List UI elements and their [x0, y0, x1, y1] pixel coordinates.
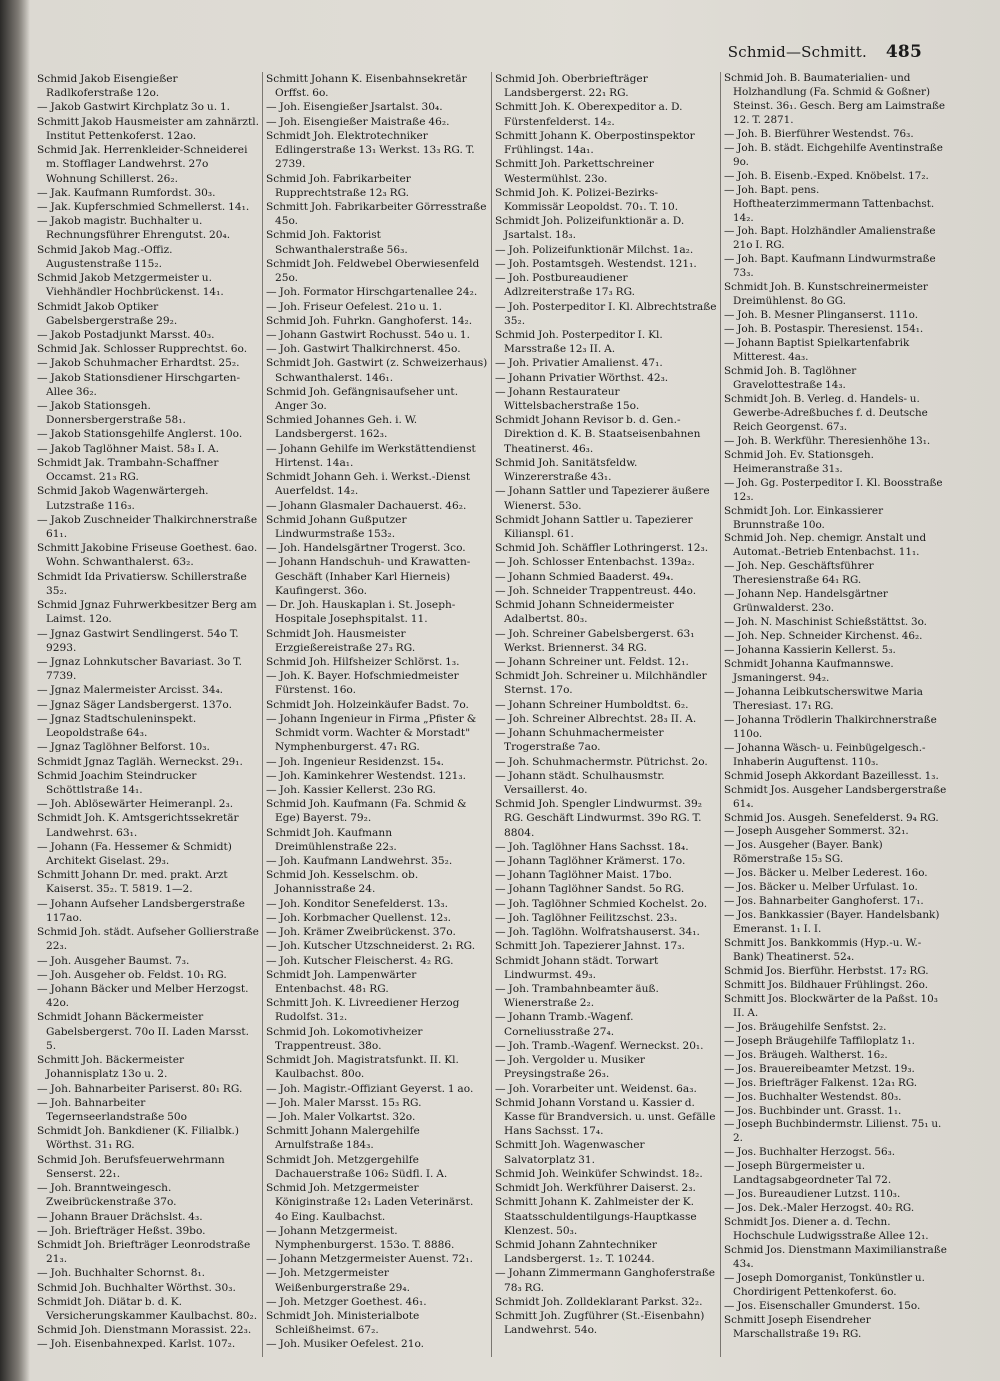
- directory-entry: Schmidt Joh. Zolldeklarant Parkst. 32₂.: [495, 1295, 703, 1308]
- directory-entry: Schmid Jakob Mag.-Offiz. Augustenstraße 115₂.: [37, 243, 173, 270]
- directory-entry: Schmid Jak. Herrenkleider-Schneiderei m. Stofflager Landwehrst. 27o Wohnung Schillerst. 26₂.: [37, 144, 248, 185]
- directory-entry: — Johann Ingenieur in Firma „Pfister & Schmidt vorm. Wachter & Morstadt" Nymphenburgerst. 47₁ RG.: [266, 712, 477, 754]
- directory-entry: Schmid Jos. Dienstmann Maximilianstraße 43₄.: [724, 1244, 947, 1271]
- directory-entry: Schmidt Johann städt. Torwart Lindwurmst. 49₃.: [495, 954, 659, 981]
- directory-entry: Schmid Joh. Buchhalter Wörthst. 30₃.: [37, 1281, 236, 1294]
- directory-entry: — Joh. Musiker Oefelest. 21o.: [266, 1338, 425, 1351]
- directory-entry: Schmidt Jos. Ausgeher Landsbergerstraße 61₄.: [724, 783, 947, 810]
- directory-entry: Schmid Jak. Schlosser Rupprechtst. 6o.: [37, 343, 248, 356]
- directory-entry: — Johann Nep. Handelsgärtner Grünwalderst. 23o.: [724, 588, 888, 615]
- directory-entry: — Joh. Nep. Schneider Kirchenst. 46₂.: [724, 630, 923, 643]
- directory-entry: — Jakob Stationsgehilfe Anglerst. 10o.: [37, 428, 243, 441]
- directory-entry: — Johann Restaurateur Wittelsbacherstraße 15o.: [495, 385, 640, 413]
- directory-entry: — Joh. Ingenieur Residenzst. 15₄.: [266, 755, 444, 768]
- directory-entry: Schmid Joh. B. Baumaterialien- und Holzhandlung (Fa. Schmid & Goßner) Steinst. 36₁. Gesch. Berg am Laimstraße 12. T. 2871.: [724, 72, 946, 126]
- directory-entry: — Joh. Korbmacher Quellenst. 12₃.: [266, 911, 451, 924]
- directory-entry: — Joh. Branntweingesch. Zweibrückenstraße 37o.: [37, 1182, 177, 1209]
- directory-entry: — Joh. Postamtsgeh. Westendst. 121₁.: [495, 257, 697, 270]
- directory-entry: Schmid Joh. städt. Aufseher Gollierstraße 22₃.: [37, 926, 259, 953]
- directory-entry: — Joh. Taglöhn. Wolfratshauserst. 34₁.: [495, 926, 700, 939]
- directory-entry: — Dr. Joh. Hauskaplan i. St. Joseph-Hospitale Josephspitalst. 11.: [266, 599, 456, 626]
- directory-entry: — Jgnaz Gastwirt Sendlingerst. 54o T. 9293.: [37, 627, 239, 654]
- directory-entry: Schmid Johann Vorstand u. Kassier d. Kasse für Brandversich. u. unst. Gefälle Hans Sachsst. 17₄.: [495, 1096, 716, 1138]
- directory-entry: Schmid Joh. Sanitätsfeldw. Winzererstraße 43₁.: [495, 456, 638, 484]
- directory-entry: Schmitt Joh. Fabrikarbeiter Görresstraße 45o.: [266, 200, 487, 228]
- directory-entry: Schmid Jgnaz Fuhrwerkbesitzer Berg am Laimst. 12o.: [37, 599, 257, 626]
- directory-entry: Schmid Joh. Schäffler Lothringerst. 12₃.: [495, 542, 709, 555]
- directory-entry: Schmid Joh. Fabrikarbeiter Rupprechtstraße 12₃ RG.: [266, 172, 411, 199]
- directory-entry: — Joh. Metzger Goethest. 46₁.: [266, 1295, 427, 1308]
- directory-entry: — Johann Brauer Drächslst. 4₃.: [37, 1210, 203, 1223]
- directory-entry: — Jos. Ausgeher (Bayer. Bank) Römerstraße 15₃ SG.: [724, 839, 883, 866]
- directory-entry: Schmitt Joh. Parkettschreiner Westermühlst. 23o.: [495, 158, 654, 185]
- directory-entry: Schmid Jakob Wagenwärtergeh. Lutzstraße 116₃.: [37, 485, 209, 512]
- directory-entry: Schmidt Johann Sattler u. Tapezierer Kilianspl. 61.: [495, 513, 693, 540]
- directory-entry: — Joh. B. Bierführer Westendst. 76₃.: [724, 127, 914, 140]
- directory-entry: Schmid Joh. Oberbriefträger Landsbergerst. 22₁ RG.: [495, 73, 648, 100]
- directory-entry: Schmidt Joh. Kaufmann Dreimühlenstraße 22₃.: [266, 826, 397, 853]
- directory-entry: Schmid Jakob Metzgermeister u. Viehhändler Hochbrückenst. 14₁.: [37, 272, 224, 299]
- directory-entry: Schmid Joh. Faktorist Schwanthalerstraße 56₃.: [266, 229, 408, 256]
- directory-entry: — Jos. Buchhalter Westendst. 80₃.: [724, 1090, 902, 1103]
- directory-entry: Schmid Johann Zahntechniker Landsbergerst. 1₂. T. 10244.: [495, 1238, 657, 1266]
- directory-entry: — Joh. Briefträger Heßst. 39bo.: [37, 1224, 206, 1237]
- directory-entry: — Joh. Ausgeher ob. Feldst. 10₁ RG.: [37, 968, 227, 981]
- directory-entry: Schmid Joh. Posterpeditor I. Kl. Marsstraße 12₃ II. A.: [495, 328, 663, 356]
- directory-entry: — Jos. Bureaudiener Lutzst. 110₃.: [724, 1188, 901, 1201]
- directory-entry: — Jos. Bräugehilfe Senfstst. 2₂.: [724, 1020, 887, 1033]
- directory-entry: — Joh. N. Maschinist Schießstättst. 3o.: [724, 616, 927, 629]
- directory-entry: Schmid Joh. Dienstmann Morassist. 22₃.: [37, 1324, 252, 1337]
- directory-entry: Schmitt Johann Dr. med. prakt. Arzt Kaiserst. 35₂. T. 5819. 1—2.: [37, 869, 228, 896]
- directory-entry: Schmid Joh. Gefängnisaufseher unt. Anger 3o.: [266, 385, 459, 413]
- directory-entry: — Jgnaz Lohnkutscher Bavariast. 3o T. 7739.: [37, 655, 242, 683]
- directory-entry: Schmidt Johann Bäckermeister Gabelsbergerst. 70o II. Laden Marsst. 5.: [37, 1011, 249, 1052]
- directory-entry: — Joh. Konditor Senefelderst. 13₃.: [266, 897, 449, 910]
- directory-entry: — Joh. Taglöhner Feilitzschst. 23₃.: [495, 911, 678, 924]
- directory-entry: — Jgnaz Taglöhner Belforst. 10₃.: [37, 741, 210, 754]
- directory-entry: — Jos. Bäcker u. Melber Lederest. 16o.: [724, 867, 928, 880]
- directory-entry: — Johann Tramb.-Wagenf. Corneliusstraße 27₄.: [495, 1011, 634, 1038]
- directory-entry: — Jos. Bahnarbeiter Ganghoferst. 17₁.: [724, 895, 924, 908]
- directory-entry: — Johann Taglöhner Maist. 17bo.: [495, 869, 672, 882]
- directory-entry: — Jakob Stationsgeh. Donnersbergerstraße 58₁.: [37, 400, 186, 427]
- directory-entry: — Joseph Bürgermeister u. Landtagsabgeordneter Tal 72.: [724, 1160, 892, 1187]
- directory-entry: Schmidt Johanna Kaufmannswe. Jsmaningerst. 94₂.: [724, 658, 894, 684]
- directory-entry: Schmitt Joh. Bäckermeister Johannisplatz 13o u. 2.: [37, 1054, 185, 1081]
- directory-entry: — Joh. Posterpeditor I. Kl. Albrechtstraße 35₂.: [495, 300, 717, 327]
- directory-entry: Schmidt Johann Revisor b. d. Gen.-Direktion d. K. B. Staatseisenbahnen Theatinerst. 46₃.: [495, 414, 701, 455]
- directory-entry: — Joseph Buchbindermstr. Lilienst. 75₁ u. 2.: [724, 1118, 942, 1145]
- directory-entry: Schmid Joh. Kaufmann (Fa. Schmid & Ege) Bayerst. 79₂.: [266, 798, 467, 825]
- directory-entry: Schmid Johann Schneidermeister Adalbertst. 80₃.: [495, 599, 674, 626]
- directory-entry: Schmid Joh. Spengler Lindwurmst. 39₂ RG. Geschäft Lindwurmst. 39o RG. T. 8804.: [495, 798, 702, 839]
- directory-entry: — Joh. K. Bayer. Hofschmiedmeister Fürstenst. 16o.: [266, 670, 459, 697]
- directory-entry: — Joh. Vorarbeiter unt. Weidenst. 6a₃.: [495, 1082, 697, 1095]
- directory-entry: Schmid Joachim Steindrucker Schöttlstraße 14₁.: [37, 769, 197, 796]
- directory-entry: — Joh. Ablösewärter Heimeranpl. 2₃.: [37, 798, 234, 811]
- directory-entry: — Johanna Trödlerin Thalkirchnerstraße 110o.: [724, 713, 937, 740]
- directory-entry: — Joh. Taglöhner Schmied Kochelst. 2o.: [495, 897, 708, 910]
- directory-entry: — Johann Schreiner Humboldtst. 6₂.: [495, 698, 689, 711]
- directory-entry: — Joh. Kutscher Utzschneiderst. 2₁ RG.: [266, 940, 476, 953]
- directory-entry: — Joh. B. städt. Eichgehilfe Aventinstraße 9o.: [724, 141, 943, 168]
- directory-entry: — Joseph Domorganist, Tonkünstler u. Chordirigent Pettenkoferst. 6o.: [724, 1271, 925, 1298]
- directory-entry: Schmid Joh. B. Taglöhner Gravelottestraße 14₃.: [724, 365, 857, 391]
- running-head: Schmid—Schmitt.: [727, 43, 867, 61]
- directory-entry: — Jos. Buchbinder unt. Grasst. 1₁.: [724, 1104, 902, 1117]
- directory-entry: Schmidt Joh. B. Verleg. d. Handels- u. Gewerbe-Adreßbuches f. d. Deutsche Reich Georgenst. 67₃.: [724, 392, 928, 433]
- directory-entry: Schmid Jakob Eisengießer Radlkoferstraße 12o.: [37, 73, 178, 100]
- directory-entry: — Johann Bäcker und Melber Herzogst. 42o.: [37, 983, 249, 1010]
- directory-entry: Schmid Joh. Kesselschm. ob. Johannisstraße 24.: [266, 869, 419, 896]
- directory-entry: — Joh. Bahnarbeiter Pariserst. 80₁ RG.: [37, 1082, 243, 1095]
- directory-entry: — Jos. Bankkassier (Bayer. Handelsbank) Emeranst. 1₁ I. I.: [724, 909, 940, 936]
- column-4: [721, 72, 950, 1357]
- directory-entry: — Joh. Friseur Oefelest. 21o u. 1.: [266, 300, 443, 313]
- directory-entry: — Joh. Gg. Posterpeditor I. Kl. Boosstraße 12₃.: [724, 476, 943, 503]
- directory-entry: — Joh. Krämer Zweibrückenst. 37o.: [266, 926, 456, 939]
- directory-entry: — Joh. Eisenbahnexped. Karlst. 107₂.: [37, 1338, 236, 1351]
- directory-entry: — Joseph Ausgeher Sommerst. 32₁.: [724, 825, 909, 838]
- directory-entry: — Johann Privatier Wörthst. 42₃.: [495, 371, 669, 384]
- directory-entry: Schmidt Joh. Metzgergehilfe Dachauerstraße 106₂ Südfl. I. A.: [266, 1153, 448, 1180]
- directory-entry: Schmidt Joh. Diätar b. d. K. Versicherungskammer Kaulbachst. 80₂.: [37, 1295, 258, 1323]
- directory-entry: Schmidt Joh. Gastwirt (z. Schweizerhaus) Schwanthalerst. 146₁.: [266, 357, 488, 384]
- directory-entry: — Jgnaz Säger Landsbergerst. 137o.: [37, 698, 232, 711]
- directory-entry: — Joh. Nep. Geschäftsführer Theresienstraße 64₁ RG.: [724, 560, 874, 587]
- directory-entry: Schmitt Johann K. Eisenbahnsekretär Orffst. 6o.: [266, 73, 467, 100]
- directory-entry: — Johann Baptist Spielkartenfabrik Mitterest. 4a₃.: [724, 337, 910, 364]
- directory-entry: — Joh. B. Postaspir. Theresienst. 154₁.: [724, 323, 924, 336]
- column-3: [492, 72, 721, 1357]
- directory-entry: — Joh. Taglöhner Hans Sachsst. 18₄.: [495, 840, 689, 853]
- directory-entry: — Johann Gehilfe im Werkstättendienst Hirtenst. 14a₁.: [266, 442, 476, 469]
- directory-entry: Schmitt Johann K. Oberpostinspektor Frühlingst. 14a₁.: [495, 129, 695, 157]
- directory-entry: Schmid Joh. Hilfsheizer Schlörst. 1₃.: [266, 655, 460, 668]
- directory-entry: Schmidt Joh. Werkführer Daiserst. 2₃.: [495, 1182, 696, 1195]
- directory-columns: [34, 72, 950, 1357]
- directory-entry: — Johann Gastwirt Rochusst. 54o u. 1.: [266, 328, 471, 341]
- directory-entry: — Joh. Vergolder u. Musiker Preysingstraße 26₃.: [495, 1054, 645, 1081]
- directory-entry: Schmied Johannes Geh. i. W. Landsbergerst. 162₃.: [266, 414, 418, 441]
- directory-entry: — Joh. Privatier Amalienst. 47₁.: [495, 357, 663, 370]
- column-1: [34, 72, 263, 1357]
- directory-entry: Schmidt Jak. Trambahn-Schaffner Occamst. 21₃ RG.: [37, 456, 219, 484]
- directory-entry: Schmitt Jos. Bankkommis (Hyp.-u. W.-Bank) Theatinerst. 52₄.: [724, 937, 922, 964]
- directory-entry: — Jos. Brauereibeamter Metzst. 19₃.: [724, 1062, 915, 1075]
- directory-entry: — Johann Sattler und Tapezierer äußere Wienerst. 53o.: [495, 485, 710, 512]
- directory-entry: — Joseph Bräugehilfe Taffiloplatz 1₁.: [724, 1034, 915, 1047]
- directory-entry: — Joh. B. Werkführ. Theresienhöhe 13₁.: [724, 434, 931, 447]
- directory-entry: — Jakob Taglöhner Maist. 58₃ I. A.: [37, 442, 219, 455]
- directory-entry: — Joh. Kutscher Fleischerst. 4₂ RG.: [266, 954, 454, 967]
- directory-entry: Schmid Joh. Ev. Stationsgeh. Heimeranstraße 31₃.: [724, 448, 874, 475]
- directory-entry: — Joh. Buchhalter Schornst. 8₁.: [37, 1267, 206, 1280]
- directory-entry: Schmidt Joh. B. Kunstschreinermeister Dreimühlenst. 8o GG.: [724, 281, 928, 308]
- directory-entry: — Joh. Trambahnbeamter äuß. Wienerstraße 2₂.: [495, 983, 659, 1010]
- directory-entry: — Johann Metzgermeist. Nymphenburgerst. 153o. T. 8886.: [266, 1224, 455, 1251]
- binding-gutter: [0, 0, 30, 1381]
- directory-entry: — Johanna Kassierin Kellerst. 5₃.: [724, 644, 896, 657]
- directory-entry: Schmid Joh. Weinküfer Schwindst. 18₂.: [495, 1167, 703, 1180]
- directory-entry: Schmid Joh. Berufsfeuerwehrmann Senserst. 22₁.: [37, 1153, 225, 1180]
- directory-entry: — Jos. Eisenschaller Gmunderst. 15o.: [724, 1299, 921, 1312]
- directory-entry: Schmidt Joh. Lampenwärter Entenbachst. 48₁ RG.: [266, 968, 417, 995]
- directory-entry: — Jakob Schuhmacher Erhardtst. 25₂.: [37, 357, 240, 370]
- directory-entry: Schmitt Johann Malergehilfe Arnulfstraße 184₃.: [266, 1125, 420, 1152]
- directory-entry: Schmid Joh. Lokomotivheizer Trappentreust. 38o.: [266, 1025, 423, 1052]
- page-header: [40, 42, 922, 64]
- directory-entry: — Jos. Dek.-Maler Herzogst. 40₂ RG.: [724, 1202, 915, 1215]
- directory-entry: — Johann Schmied Baaderst. 49₄.: [495, 570, 674, 583]
- directory-entry: — Johanna Leibkutscherswitwe Maria Theresiast. 17₁ RG.: [724, 685, 923, 712]
- directory-entry: Schmidt Joh. Ministerialbote Schleißheimst. 67₂.: [266, 1310, 420, 1337]
- directory-entry: Schmid Johann Gußputzer Lindwurmstraße 153₂.: [266, 513, 407, 540]
- directory-entry: — Joh. Handelsgärtner Trogerst. 3co.: [266, 542, 466, 555]
- directory-entry: — Johann städt. Schulhausmstr. Versaillerst. 4o.: [495, 769, 665, 796]
- directory-entry: Schmitt Jakobine Friseuse Goethest. 6ao. Wohn. Schwanthalerst. 63₂.: [37, 542, 258, 569]
- directory-entry: — Joh. Eisengießer Maistraße 46₂.: [266, 115, 450, 128]
- directory-entry: Schmitt Jos. Blockwärter de la Paßst. 10₃ II. A.: [724, 992, 938, 1019]
- directory-entry: — Joh. Eisengießer Jsartalst. 30₄.: [266, 101, 443, 114]
- directory-entry: Schmitt Joh. Zugführer (St.-Eisenbahn) Landwehrst. 54o.: [495, 1310, 705, 1337]
- page-number: 485: [885, 42, 922, 62]
- directory-entry: Schmitt Joh. K. Livreediener Herzog Rudolfst. 31₂.: [266, 997, 460, 1024]
- directory-entry: Schmid Joh. Metzgermeister Königinstraße 12₁ Laden Veterinärst. 4o Eing. Kaulbachst.: [266, 1182, 474, 1223]
- directory-entry: Schmidt Joh. Feldwebel Oberwiesenfeld 25o.: [266, 257, 480, 285]
- directory-entry: — Johann Taglöhner Krämerst. 17o.: [495, 855, 686, 868]
- directory-entry: — Joh. Postbureaudiener Adlzreiterstraße 17₃ RG.: [495, 272, 636, 299]
- directory-entry: Schmidt Joh. Lor. Einkassierer Brunnstraße 10o.: [724, 504, 884, 531]
- directory-entry: — Jakob magistr. Buchhalter u. Rechnungsführer Ehrengutst. 20₄.: [37, 215, 231, 242]
- directory-entry: — Joh. Bapt. Kaufmann Lindwurmstraße 73₃.: [724, 253, 936, 280]
- directory-entry: — Jos. Bäcker u. Melber Urfulast. 1o.: [724, 881, 918, 894]
- directory-entry: Schmitt Joh. Wagenwascher Salvatorplatz 31.: [495, 1139, 645, 1166]
- directory-entry: Schmidt Joh. Holzeinkäufer Badst. 7o.: [266, 698, 469, 711]
- directory-entry: — Joh. Formator Hirschgartenallee 24₂.: [266, 286, 478, 299]
- directory-entry: Schmid Jos. Bierführ. Herbstst. 17₂ RG.: [724, 965, 929, 977]
- directory-entry: — Jak. Kupferschmied Schmellerst. 14₁.: [37, 200, 250, 213]
- directory-entry: — Joh. Gastwirt Thalkirchnerst. 45o.: [266, 343, 461, 356]
- directory-entry: Schmidt Joh. Bankdiener (K. Filialbk.) Wörthst. 31₁ RG.: [37, 1125, 240, 1152]
- directory-entry: Schmitt Joseph Eisendreher Marschallstraße 19₁ RG.: [724, 1313, 871, 1340]
- directory-entry: — Johann Metzgermeister Auenst. 72₁.: [266, 1253, 473, 1266]
- directory-entry: Schmidt Joh. Polizeifunktionär a. D. Jsartalst. 18₃.: [495, 215, 685, 242]
- directory-entry: — Joh. Maler Marsst. 15₃ RG.: [266, 1096, 422, 1109]
- directory-entry: Schmid Joh. K. Polizei-Bezirks-Kommissär Leopoldst. 70₁. T. 10.: [495, 186, 679, 213]
- directory-entry: Schmidt Joh. Hausmeister Erzgießereistraße 27₃ RG.: [266, 627, 416, 654]
- directory-entry: Schmitt Joh. Tapezierer Jahnst. 17₃.: [495, 940, 685, 953]
- directory-entry: Schmid Joh. Nep. chemigr. Anstalt und Automat.-Betrieb Entenbachst. 11₁.: [724, 532, 927, 559]
- directory-entry: — Joh. Metzgermeister Weißenburgerstraße 29₄.: [266, 1267, 411, 1294]
- directory-entry: — Johann Handschuh- und Krawatten-Geschäft (Inhaber Karl Hierneis) Kaufingerst. 36o.: [266, 556, 471, 597]
- directory-entry: Schmidt Johann Geh. i. Werkst.-Dienst Auerfeldst. 14₂.: [266, 471, 471, 498]
- directory-entry: — Joh. Bahnarbeiter Tegernseerlandstraße 50o: [37, 1096, 187, 1123]
- column-2: [263, 72, 492, 1357]
- directory-entry: Schmidt Joh. Briefträger Leonrodstraße 21₃.: [37, 1238, 251, 1266]
- directory-entry: — Joh. B. Mesner Plinganserst. 111o.: [724, 309, 919, 322]
- directory-entry: — Joh. Tramb.-Wagenf. Werneckst. 20₁.: [495, 1039, 704, 1052]
- directory-entry: — Joh. B. Eisenb.-Exped. Knöbelst. 17₂.: [724, 169, 929, 182]
- directory-entry: — Joh. Bapt. Holzhändler Amalienstraße 21o I. RG.: [724, 225, 936, 252]
- directory-entry: — Joh. Schneider Trappentreust. 44o.: [495, 584, 697, 597]
- directory-entry: — Johann Taglöhner Sandst. 5o RG.: [495, 883, 685, 896]
- directory-entry: — Joh. Polizeifunktionär Milchst. 1a₂.: [495, 243, 694, 256]
- directory-entry: Schmid Joh. Fuhrkn. Ganghoferst. 14₂.: [266, 314, 473, 327]
- directory-entry: — Joh. Bapt. pens. Hoftheaterzimmermann Tattenbachst. 14₂.: [724, 183, 935, 224]
- directory-entry: — Jos. Briefträger Falkenst. 12a₁ RG.: [724, 1076, 918, 1089]
- directory-entry: Schmidt Joh. Elektrotechniker Edlingerstraße 13₁ Werkst. 13₃ RG. T. 2739.: [266, 129, 475, 171]
- directory-entry: — Jakob Stationsdiener Hirschgarten-Allee 36₂.: [37, 371, 241, 398]
- directory-entry: — Joh. Schreiner Gabelsbergerst. 63₁ Werkst. Briennerst. 34 RG.: [495, 627, 695, 654]
- directory-entry: — Jgnaz Stadtschuleninspekt. Leopoldstraße 64₃.: [37, 712, 197, 740]
- directory-entry: — Joh. Schreiner Albrechtst. 28₃ II. A.: [495, 712, 697, 725]
- directory-entry: Schmitt Jakob Hausmeister am zahnärztl. Institut Pettenkoferst. 12ao.: [37, 115, 259, 142]
- directory-entry: — Johann (Fa. Hessemer & Schmidt) Architekt Giselast. 29₃.: [37, 840, 232, 868]
- directory-entry: — Jos. Bräugeh. Waltherst. 16₂.: [724, 1048, 888, 1061]
- directory-entry: — Joh. Maler Volkartst. 32o.: [266, 1110, 416, 1123]
- directory-entry: Schmitt Joh. K. Oberexpeditor a. D. Fürstenfelderst. 14₂.: [495, 101, 683, 128]
- directory-entry: — Johann Schuhmachermeister Trogerstraße 7ao.: [495, 727, 664, 754]
- directory-entry: — Joh. Kaminkehrer Westendst. 121₃.: [266, 769, 467, 782]
- directory-entry: — Joh. Kaufmann Landwehrst. 35₂.: [266, 855, 453, 868]
- directory-entry: Schmidt Jgnaz Tagläh. Werneckst. 29₁.: [37, 755, 243, 768]
- directory-entry: — Joh. Schlosser Entenbachst. 139a₂.: [495, 556, 695, 569]
- directory-entry: — Joh. Kassier Kellerst. 23o RG.: [266, 783, 436, 796]
- directory-entry: — Johann Schreiner unt. Feldst. 12₁.: [495, 655, 689, 668]
- directory-entry: — Joh. Schuhmachermstr. Pütrichst. 2o.: [495, 755, 708, 768]
- directory-entry: — Jakob Zuschneider Thalkirchnerstraße 61₁.: [37, 513, 258, 540]
- directory-entry: Schmidt Jos. Diener a. d. Techn. Hochschule Ludwigsstraße Allee 12₁.: [724, 1216, 929, 1243]
- directory-entry: Schmidt Ida Privatiersw. Schillerstraße 35₂.: [37, 570, 247, 597]
- directory-entry: Schmidt Joh. Schreiner u. Milchhändler Sternst. 17o.: [495, 670, 707, 697]
- directory-entry: Schmidt Joh. Magistratsfunkt. II. Kl. Kaulbachst. 80o.: [266, 1054, 459, 1081]
- directory-entry: Schmitt Jos. Bildhauer Frühlingst. 26o.: [724, 978, 929, 991]
- directory-entry: Schmidt Jakob Optiker Gabelsbergerstraße 29₂.: [37, 300, 178, 327]
- directory-entry: Schmid Joseph Akkordant Bazeillesst. 1₃.: [724, 769, 939, 782]
- directory-entry: — Johann Aufseher Landsbergerstraße 117ao.: [37, 897, 245, 924]
- directory-entry: — Jak. Kaufmann Rumfordst. 30₃.: [37, 186, 216, 199]
- directory-entry: — Joh. Magistr.-Offiziant Geyerst. 1 ao.: [266, 1082, 474, 1095]
- directory-entry: Schmid Jos. Ausgeh. Senefelderst. 9₄ RG.: [724, 811, 939, 824]
- directory-entry: — Joh. Ausgeher Baumst. 7₃.: [37, 954, 190, 967]
- directory-entry: — Jos. Buchhalter Herzogst. 56₃.: [724, 1146, 896, 1159]
- directory-entry: — Jakob Postadjunkt Marsst. 40₃.: [37, 328, 215, 341]
- directory-entry: — Johann Glasmaler Dachauerst. 46₂.: [266, 499, 467, 512]
- directory-entry: — Johann Zimmermann Ganghoferstraße 78₃ RG.: [495, 1267, 716, 1294]
- directory-entry: Schmidt Joh. K. Amtsgerichtssekretär Landwehrst. 63₁.: [37, 812, 239, 839]
- directory-entry: — Jgnaz Malermeister Arcisst. 34₄.: [37, 684, 224, 697]
- directory-entry: — Jakob Gastwirt Kirchplatz 3o u. 1.: [37, 101, 231, 114]
- directory-entry: Schmitt Johann K. Zahlmeister der K. Staatsschuldentilgungs-Hauptkasse Klenzest. 50₃.: [495, 1196, 697, 1237]
- directory-entry: — Johanna Wäsch- u. Feinbügelgesch.-Inhaberin Auguftenst. 110₃.: [724, 741, 926, 768]
